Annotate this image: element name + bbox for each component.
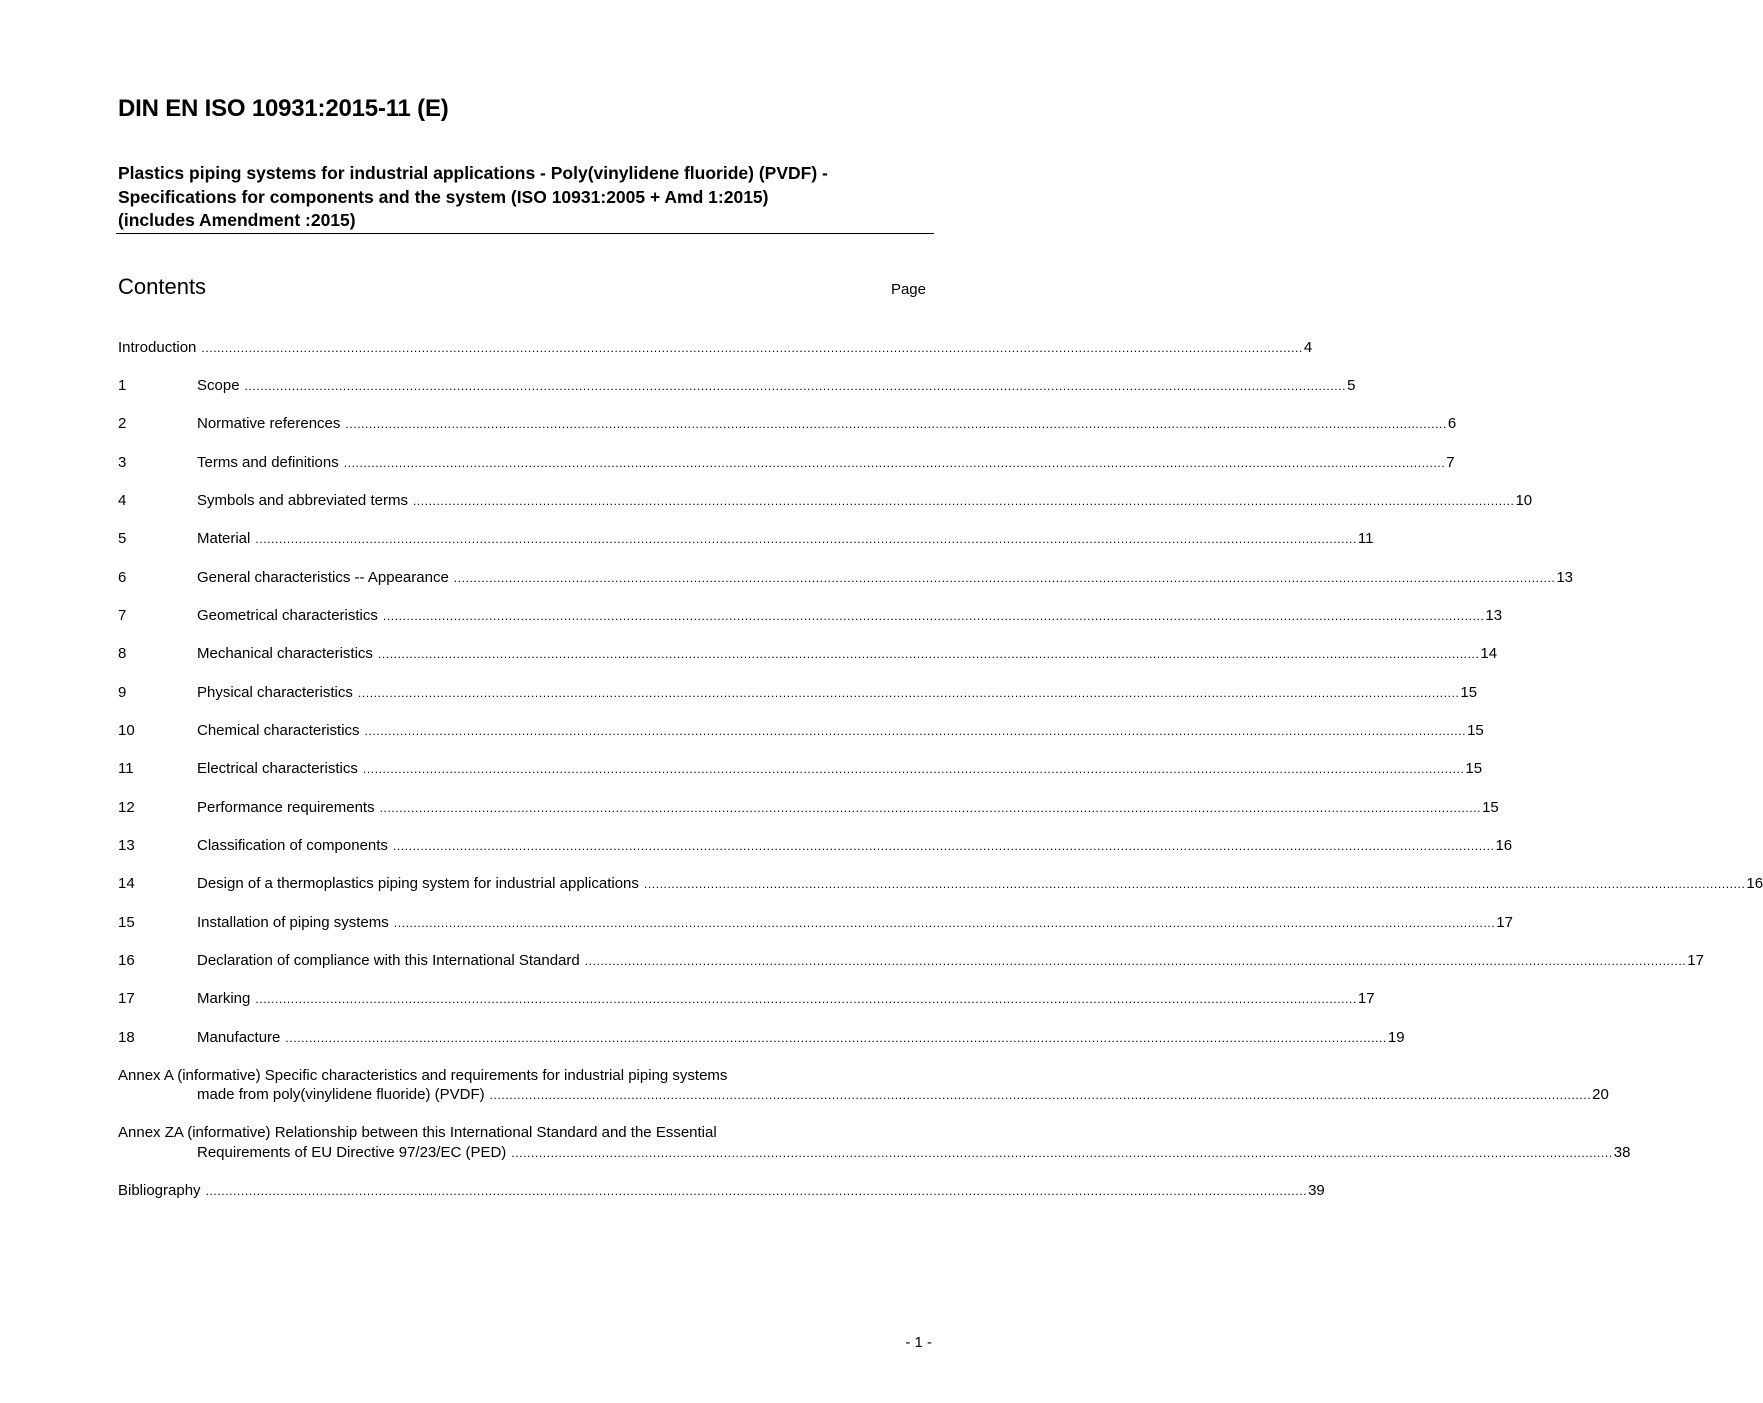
toc-entry[interactable] — [118, 989, 1375, 1009]
page-number: - 1 - — [905, 1334, 932, 1351]
toc-entry-number: 8 — [118, 645, 127, 662]
toc-annex-title-line: made from poly(vinylidene fluoride) (PVDF) — [197, 1086, 485, 1103]
toc-entry-number: 14 — [118, 875, 135, 892]
document-id: DIN EN ISO 10931:2015-11 (E) — [118, 95, 449, 122]
toc-entry-title: Electrical characteristics — [197, 760, 358, 777]
toc-dot-leader — [413, 491, 1515, 511]
toc-entry[interactable] — [118, 721, 1484, 741]
toc-entry[interactable] — [118, 376, 1356, 396]
toc-entry-page: 17 — [1496, 914, 1513, 931]
toc-dot-leader — [206, 1181, 1308, 1201]
toc-entry-title: Declaration of compliance with this International Standard — [197, 952, 580, 969]
toc-annex-title-line: Annex A (informative) Specific characteristics and requirements for industrial piping systems — [118, 1067, 728, 1084]
toc-dot-leader — [380, 798, 1482, 818]
document-title — [118, 162, 934, 233]
toc-entry-page: 19 — [1387, 1029, 1405, 1046]
toc-dot-leader — [393, 836, 1495, 856]
toc-dot-leader — [383, 606, 1485, 626]
toc-entry-title: Mechanical characteristics — [197, 645, 373, 662]
toc-annex-title-line: Annex ZA (informative) Relationship between this International Standard and the Essential — [118, 1124, 717, 1141]
toc-entry-page: 16 — [1746, 875, 1763, 892]
toc-entry-number: 18 — [118, 1029, 135, 1046]
toc-entry-title: Chemical characteristics — [197, 722, 360, 739]
toc-entry-page: 11 — [1357, 530, 1374, 547]
toc-entry[interactable] — [118, 606, 1503, 626]
toc-entry[interactable] — [118, 529, 1374, 549]
toc-entry-title: Scope — [197, 377, 240, 394]
toc-entry[interactable] — [118, 491, 1533, 511]
toc-entry[interactable] — [118, 836, 1513, 856]
toc-entry-introduction[interactable] — [118, 338, 1313, 358]
toc-dot-leader — [490, 1085, 1592, 1105]
toc-entry-number: 16 — [118, 952, 135, 969]
toc-entry[interactable] — [118, 759, 1483, 779]
toc-entry-page: 15 — [1482, 799, 1499, 816]
toc-entry-number: 2 — [118, 415, 127, 432]
toc-entry-title: Classification of components — [197, 837, 388, 854]
toc-entry-title: Normative references — [197, 415, 341, 432]
toc-entry-bibliography[interactable] — [118, 1181, 1325, 1201]
toc-dot-leader — [365, 721, 1467, 741]
toc-dot-leader — [644, 874, 1746, 894]
toc-entry-title: Geometrical characteristics — [197, 607, 378, 624]
toc-entry-number: 15 — [118, 914, 135, 931]
toc-dot-leader — [511, 1143, 1613, 1163]
toc-entry[interactable] — [118, 683, 1478, 703]
toc-entry-page: 39 — [1308, 1182, 1325, 1199]
toc-entry-title: Marking — [197, 990, 251, 1007]
toc-entry-page: 5 — [1347, 377, 1356, 394]
toc-entry-page: 17 — [1687, 952, 1704, 969]
toc-dot-leader — [585, 951, 1687, 971]
toc-entry-title: Installation of piping systems — [197, 914, 389, 931]
toc-entry-number: 12 — [118, 799, 135, 816]
toc-entry-number: 9 — [118, 684, 127, 701]
toc-entry-page: 6 — [1447, 415, 1457, 432]
toc-entry[interactable] — [118, 453, 1455, 473]
toc-entry-title: Design of a thermoplastics piping system for industrial applications — [197, 875, 639, 892]
toc-entry-page: 15 — [1460, 684, 1478, 701]
toc-dot-leader — [255, 529, 1357, 549]
toc-entry-number: 3 — [118, 454, 127, 471]
toc-entry-page: 10 — [1515, 492, 1533, 509]
toc-entry-title: Introduction — [118, 339, 197, 356]
toc-entry-page: 13 — [1556, 569, 1573, 586]
toc-dot-leader — [363, 759, 1465, 779]
toc-entry-page: 7 — [1446, 454, 1455, 471]
toc-entry[interactable] — [118, 951, 1704, 971]
toc-entry-title: Physical characteristics — [197, 684, 353, 701]
toc-dot-leader — [394, 913, 1496, 933]
contents-heading: Contents — [118, 274, 207, 299]
document-title-line: (includes Amendment :2015) — [118, 210, 356, 230]
toc-entry-number: 7 — [118, 607, 127, 624]
title-divider — [116, 233, 934, 234]
toc-entry-page: 13 — [1485, 607, 1503, 624]
toc-entry-title: Terms and definitions — [197, 454, 339, 471]
toc-entry[interactable] — [118, 1028, 1405, 1048]
toc-dot-leader — [344, 453, 1446, 473]
toc-entry-page: 14 — [1480, 645, 1498, 662]
toc-entry[interactable] — [118, 414, 1457, 434]
toc-dot-leader — [345, 414, 1447, 434]
toc-entry-number: 10 — [118, 722, 135, 739]
toc-dot-leader — [245, 376, 1347, 396]
toc-entry-title: Performance requirements — [197, 799, 375, 816]
toc-entry-title: Bibliography — [118, 1182, 201, 1199]
toc-entry-number: 5 — [118, 530, 127, 547]
toc-dot-leader — [285, 1028, 1387, 1048]
toc-entry-number: 1 — [118, 377, 127, 394]
toc-dot-leader — [358, 683, 1460, 703]
toc-entry-page: 15 — [1465, 760, 1483, 777]
toc-entry-page: 38 — [1613, 1144, 1631, 1161]
toc-dot-leader — [201, 338, 1303, 358]
document-title-line: Specifications for components and the system (ISO 10931:2005 + Amd 1:2015) — [118, 186, 769, 207]
toc-entry-title: Material — [197, 530, 251, 547]
toc-entry-page: 17 — [1357, 990, 1375, 1007]
toc-entry-page: 20 — [1592, 1086, 1609, 1103]
page-column-heading: Page — [890, 281, 926, 298]
toc-entry-title: Symbols and abbreviated terms — [197, 492, 408, 509]
toc-annex-title-continuation — [197, 1085, 1609, 1105]
toc-entry-page: 15 — [1467, 722, 1484, 739]
toc-entry-title: Manufacture — [197, 1029, 281, 1046]
toc-entry-number: 11 — [118, 760, 134, 777]
toc-entry-number: 13 — [118, 837, 135, 854]
toc-entry-number: 6 — [118, 569, 127, 586]
toc-entry-page: 4 — [1303, 339, 1313, 356]
document-title-line: Plastics piping systems for industrial applications - Poly(vinylidene fluoride) (PVDF) - — [118, 163, 828, 183]
toc-dot-leader — [378, 644, 1480, 664]
toc-entry[interactable] — [118, 568, 1573, 588]
toc-entry-title: General characteristics -- Appearance — [197, 569, 449, 586]
toc-entry-number: 4 — [118, 492, 127, 509]
toc-dot-leader — [454, 568, 1556, 588]
toc-entry-number: 17 — [118, 990, 135, 1007]
toc-entry[interactable] — [118, 913, 1513, 933]
toc-entry[interactable] — [118, 644, 1498, 664]
toc-entry[interactable] — [118, 798, 1499, 818]
toc-entry[interactable] — [118, 874, 1763, 894]
toc-dot-leader — [255, 989, 1357, 1009]
toc-entry-page: 16 — [1495, 837, 1513, 854]
toc-annex-title-line: Requirements of EU Directive 97/23/EC (PED) — [197, 1144, 507, 1161]
toc-annex-title-continuation — [197, 1143, 1631, 1163]
